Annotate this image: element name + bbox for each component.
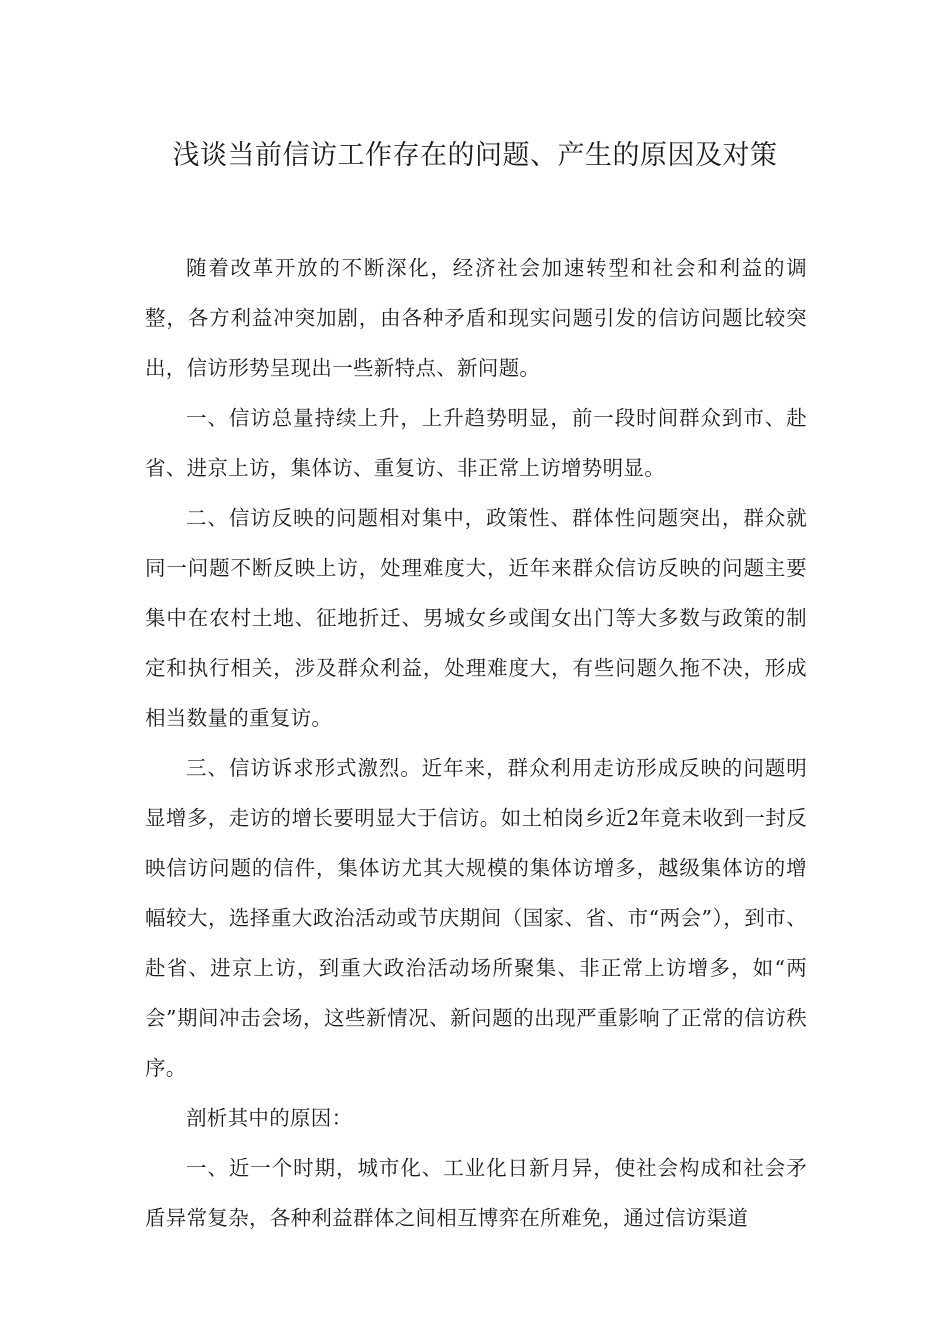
paragraph-point-3: 三、信访诉求形式激烈。近年来，群众利用走访形成反映的问题明显增多，走访的增长要明显大于信访。如土柏岗乡近2年竟未收到一封反映信访问题的信件，集体访尤其大规模的集体访增多，越级集体访的增幅较大，选择重大政治活动或节庆期间（国家、省、市“两会”），到市、赴省、进京上访，到重大政治活动场所聚集、非正常上访增多，如“两会”期间冲击会场，这些新情况、新问题的出现严重影响了正常的信访秩序。 (145, 756, 807, 1080)
paragraph-point-2: 二、信访反映的问题相对集中，政策性、群体性问题突出，群众就同一问题不断反映上访，处理难度大，近年来群众信访反映的问题主要集中在农村土地、征地折迁、男城女乡或闺女出门等大多数与政策的制定和执行相关，涉及群众利益，处理难度大，有些问题久拖不决，形成相当数量的重复访。 (145, 506, 807, 730)
paragraph-cause-1: 一、近一个时期，城市化、工业化日新月异，使社会构成和社会矛盾异常复杂，各种利益群体之间相互博弈在所难免，通过信访渠道 (145, 1156, 807, 1230)
paragraph-point-1: 一、信访总量持续上升，上升趋势明显，前一段时间群众到市、赴省、进京上访，集体访、重复访、非正常上访增势明显。 (145, 406, 807, 480)
document-body (145, 243, 807, 1243)
paragraph-intro: 随着改革开放的不断深化，经济社会加速转型和社会和利益的调整，各方利益冲突加剧，由各种矛盾和现实问题引发的信访问题比较突出，信访形势呈现出一些新特点、新问题。 (145, 256, 807, 380)
paragraph-causes-heading: 剖析其中的原因： (186, 1106, 353, 1130)
document-title: 浅谈当前信访工作存在的问题、产生的原因及对策 (172, 140, 778, 171)
